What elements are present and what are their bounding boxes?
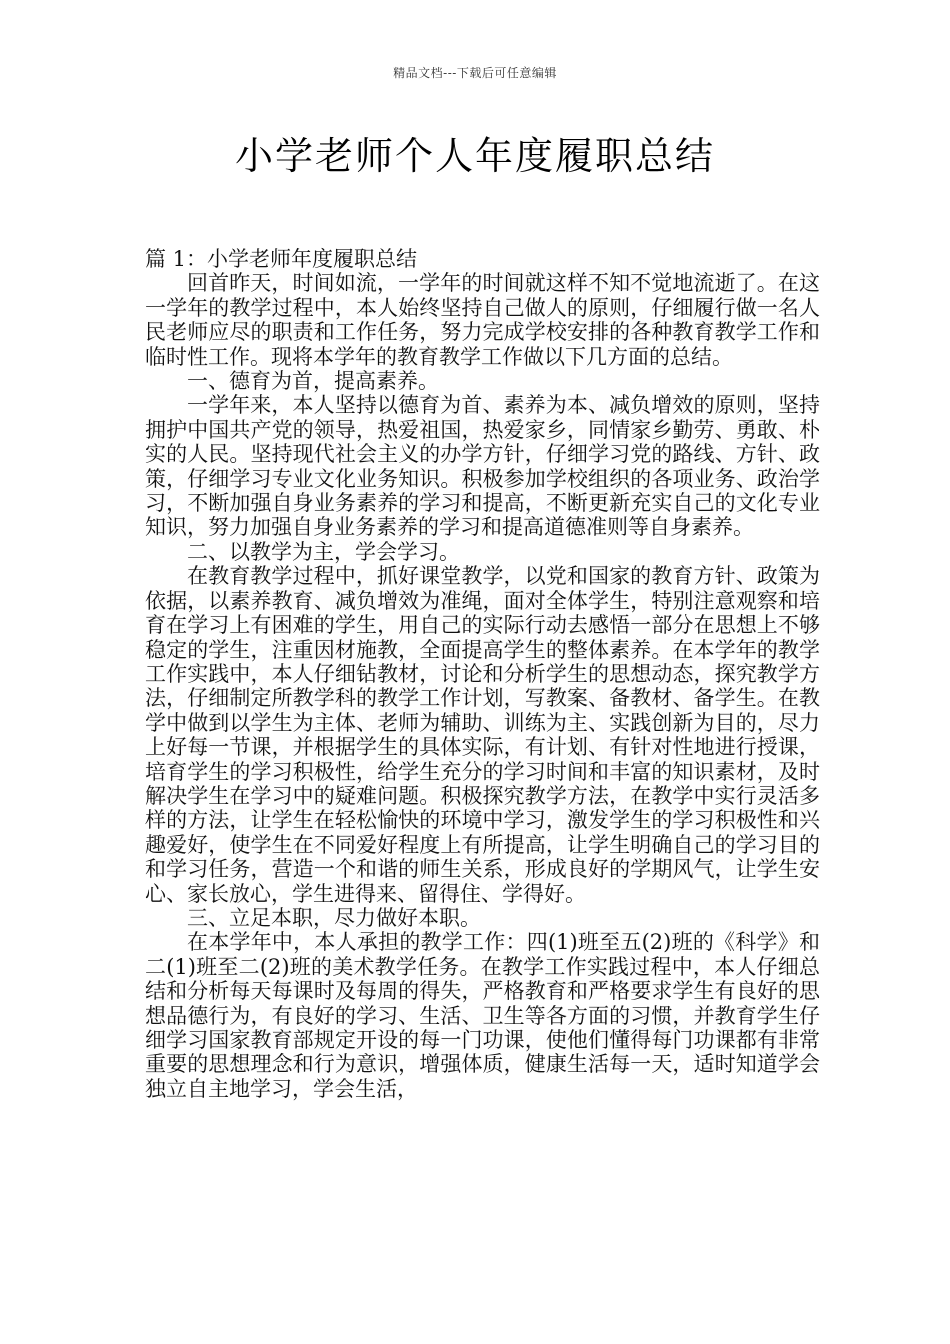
header-note: 精品文档---下载后可任意编辑 [393,66,557,80]
section-3-heading: 三、立足本职，尽力做好本职。 [187,905,481,930]
document-body [145,247,820,1101]
intro-paragraph: 回首昨天，时间如流，一学年的时间就这样不知不觉地流逝了。在这一学年的教学过程中，本人始终坚持自己做人的原则，仔细履行做一名人民老师应尽的职责和工作任务，努力完成学校安排的各种教育教学工作和临时性工作。现将本学年的教育教学工作做以下几方面的总结。 [145,271,820,369]
section-2-heading: 二、以教学为主，学会学习。 [187,539,460,564]
document-title: 小学老师个人年度履职总结 [234,134,715,178]
section-1-paragraph: 一学年来，本人坚持以德育为首、素养为本、减负增效的原则，坚持拥护中国共产党的领导，热爱祖国，热爱家乡，同情家乡勤劳、勇敢、朴实的人民。坚持现代社会主义的办学方针，仔细学习党的路线、方针、政策，仔细学习专业文化业务知识。积极参加学校组织的各项业务、政治学习，不断加强自身业务素养的学习和提高，不断更新充实自己的文化专业知识，努力加强自身业务素养的学习和提高道德准则等自身素养。 [145,393,820,540]
chapter-title: 篇 1：小学老师年度履职总结 [145,247,418,271]
section-1-heading: 一、德育为首，提高素养。 [187,369,439,394]
section-3-paragraph: 在本学年中，本人承担的教学工作：四(1)班至五(2)班的《科学》和二(1)班至二(2)班的美术教学任务。在教学工作实践过程中，本人仔细总结和分析每天每课时及每周的得失，严格教育和严格要求学生有良好的思想品德行为，有良好的学习、生活、卫生等各方面的习惯，并教育学生仔细学习国家教育部规定开设的每一门功课，使他们懂得每门功课都有非常重要的思想理念和行为意识，增强体质，健康生活每一天，适时知道学会独立自主地学习，学会生活， [145,930,820,1101]
section-2-paragraph: 在教育教学过程中，抓好课堂教学，以党和国家的教育方针、政策为依据，以素养教育、减负增效为准绳，面对全体学生，特别注意观察和培育在学习上有困难的学生，用自己的实际行动去感悟一部分在思想上不够稳定的学生，注重因材施教，全面提高学生的整体素养。在本学年的教学工作实践中，本人仔细钻教材，讨论和分析学生的思想动态，探究教学方法，仔细制定所教学科的教学工作计划，写教案、备教材、备学生。在教学中做到以学生为主体、老师为辅助、训练为主、实践创新为目的，尽力上好每一节课，并根据学生的具体实际，有计划、有针对性地进行授课，培育学生的学习积极性，给学生充分的学习时间和丰富的知识素材，及时解决学生在学习中的疑难问题。积极探究教学方法，在教学中实行灵活多样的方法，让学生在轻松愉快的环境中学习，激发学生的学习积极性和兴趣爱好，使学生在不同爱好程度上有所提高，让学生明确自己的学习目的和学习任务，营造一个和谐的师生关系，形成良好的学期风气，让学生安心、家长放心，学生进得来、留得住、学得好。 [145,564,820,906]
